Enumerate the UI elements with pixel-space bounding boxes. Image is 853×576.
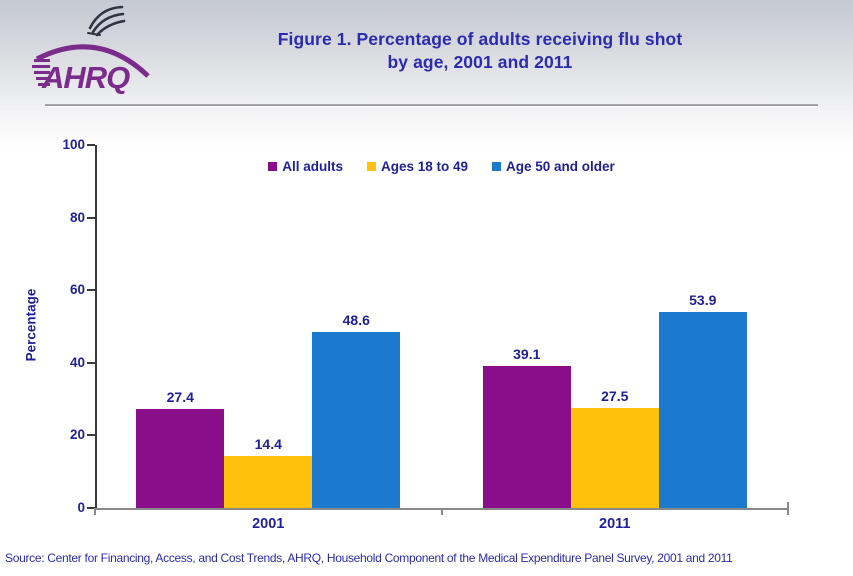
y-tick-mark (87, 144, 95, 146)
y-tick-label: 20 (69, 427, 85, 443)
bar-value-label: 27.4 (166, 388, 194, 405)
hhs-eagle-icon (88, 7, 124, 35)
y-tick-mark (87, 217, 95, 219)
y-axis-title: Percentage (23, 288, 39, 362)
figure-title-line2: by age, 2001 and 2011 (387, 52, 573, 72)
legend-item-ages-18-to-49 (367, 159, 468, 174)
x-axis-boundary-tick (94, 508, 96, 515)
legend-label: Ages 18 to 49 (380, 159, 469, 174)
legend-label: Age 50 and older (506, 159, 615, 174)
y-tick-label: 80 (69, 209, 85, 225)
ahrq-logo-graphic (30, 2, 160, 98)
x-category-label: 2001 (252, 516, 285, 532)
y-tick-mark (87, 434, 95, 436)
bar-ages-18-to-49-2001 (224, 456, 312, 508)
y-tick-label: 100 (62, 137, 85, 152)
figure-title-line1: Figure 1. Percentage of adults receiving flu shot (277, 29, 683, 49)
bar-value-label: 14.4 (254, 435, 282, 452)
figure-title (180, 28, 780, 74)
legend-swatch-icon (367, 162, 376, 171)
legend-label: All adults (282, 159, 343, 174)
bar-value-label: 53.9 (689, 292, 717, 309)
ahrq-logo (30, 2, 160, 98)
source-note: Source: Center for Financing, Access, and Cost Trends, AHRQ, Household Component of the Medical Expenditure Panel Survey, 2001 and 2011 (5, 551, 733, 565)
bar-all-adults-2011 (483, 366, 571, 508)
bar-ages-18-to-49-2011 (571, 408, 659, 508)
bar-value-label: 48.6 (342, 311, 370, 328)
bar-value-label: 39.1 (513, 346, 541, 363)
legend-swatch-icon (492, 162, 501, 171)
y-tick-mark (87, 362, 95, 364)
y-tick-label: 60 (69, 282, 85, 298)
bar-value-label: 27.5 (601, 388, 629, 405)
y-axis-line (95, 145, 97, 508)
legend-item-age-50-and-older (492, 159, 615, 174)
legend-item-all-adults (268, 159, 343, 174)
bar-age-50-and-older-2001 (312, 332, 400, 508)
chart-legend (95, 159, 788, 174)
x-axis-boundary-tick (787, 502, 789, 515)
bar-all-adults-2001 (136, 409, 224, 508)
x-axis-boundary-tick (441, 508, 443, 515)
logo-wordmark: AHRQ (42, 60, 130, 95)
y-tick-label: 40 (69, 354, 85, 370)
x-category-label: 2011 (599, 516, 631, 532)
legend-swatch-icon (268, 162, 277, 171)
y-tick-mark (87, 289, 95, 291)
bar-age-50-and-older-2011 (659, 312, 747, 508)
header-divider-rule (45, 104, 818, 106)
y-tick-label: 0 (77, 500, 85, 515)
